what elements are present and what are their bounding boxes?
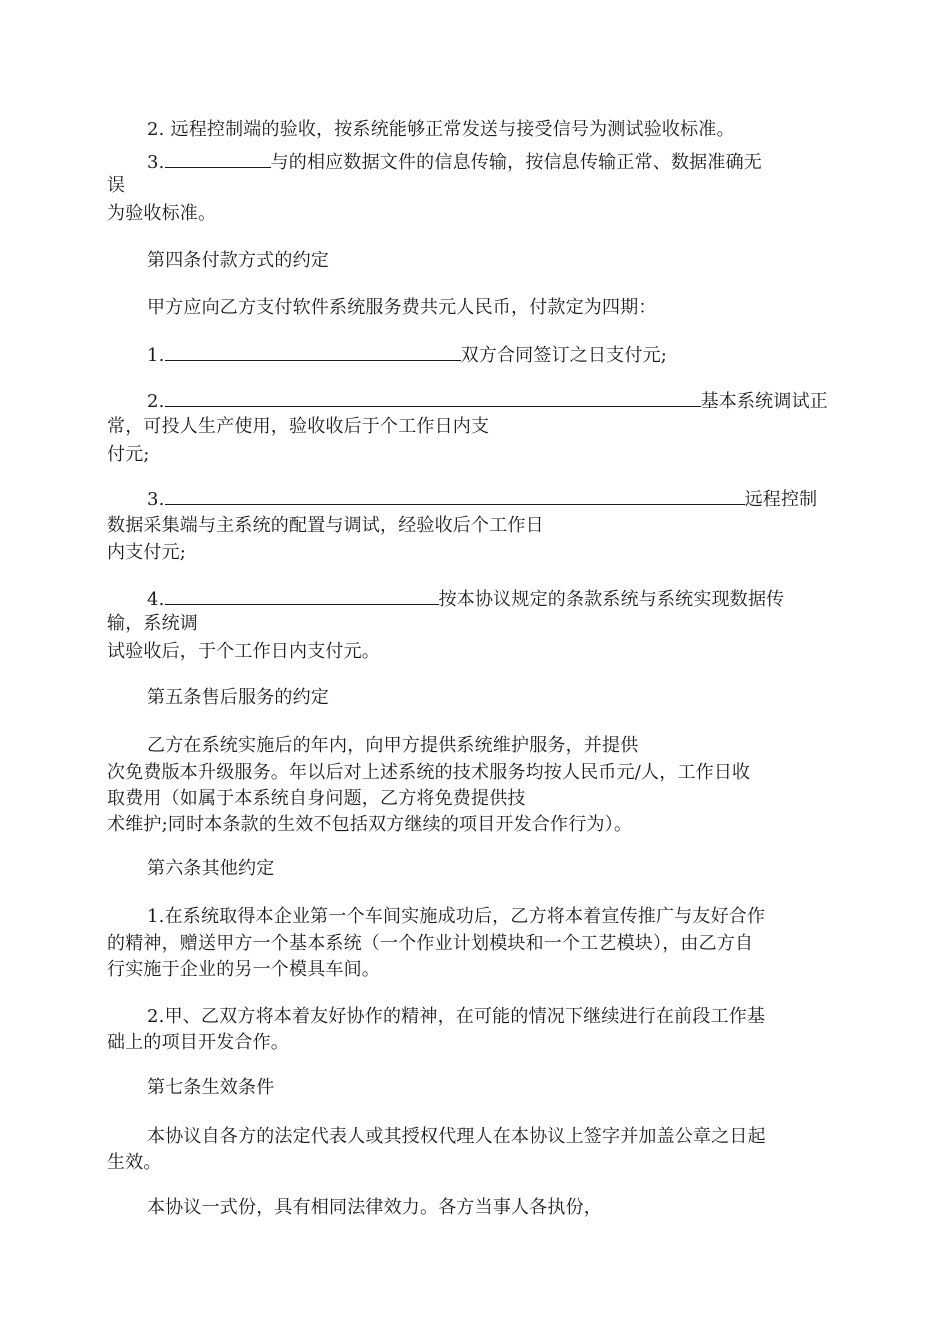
text: 第五条售后服务的约定 (147, 687, 329, 708)
text: 的精神，赠送甲方一个基本系统（一个作业计划模块和一个工艺模块），由乙方自 (107, 933, 754, 954)
article-7-heading (147, 1076, 274, 1100)
text: 付元; (107, 444, 150, 465)
text: 远程控制 (744, 489, 818, 510)
text: 次免费版本升级服务。年以后对上述系统的技术服务均按人民币元/人，工作日收 (107, 762, 751, 783)
text: 常，可投人生产使用，验收收后于个工作日内支 (107, 416, 490, 437)
text: 2.甲、乙双方将本着友好协作的精神，在可能的情况下继续进行在前段工作基 (147, 1006, 766, 1027)
fill-in-blank (165, 587, 439, 605)
other-clause-1-cont (107, 932, 753, 956)
text: 4. (147, 589, 165, 610)
effective-clause-cont (107, 1151, 162, 1175)
text: 与的相应数据文件的信息传输，按信息传输正常、数据准确无 (270, 152, 762, 173)
text: 乙方在系统实施后的年内，向甲方提供系统维护服务，并提供 (147, 735, 639, 756)
after-sales-para-cont2 (107, 787, 526, 811)
fill-in-blank (165, 150, 271, 168)
text: 生效。 (107, 1152, 162, 1173)
fill-in-blank (165, 487, 745, 505)
text: 1.在系统取得本企业第一个车间实施成功后，乙方将本着宣传推广与友好合作 (147, 906, 766, 927)
payment-3 (147, 487, 817, 512)
other-clause-1-cont2 (107, 958, 380, 982)
text: 误 (107, 175, 126, 196)
acceptance-clause-3 (147, 150, 762, 175)
other-clause-2 (147, 1005, 765, 1029)
text: 为验收标准。 (107, 203, 217, 224)
fill-in-blank (165, 343, 461, 361)
text: 第六条其他约定 (147, 858, 275, 879)
text: 第七条生效条件 (147, 1077, 275, 1098)
acceptance-clause-2 (147, 118, 735, 142)
payment-2-cont2 (107, 443, 150, 467)
payment-4 (147, 587, 784, 612)
text: 取费用（如属于本系统自身问题，乙方将免费提供技 (107, 788, 526, 809)
text: 试验收后，于个工作日内支付元。 (107, 641, 380, 662)
text: 本协议自各方的法定代表人或其授权代理人在本协议上签字并加盖公章之日起 (147, 1126, 766, 1147)
text: 2. 远程控制端的验收，按系统能够正常发送与接受信号为测试验收标准。 (147, 119, 735, 140)
text: 术维护;同时本条款的生效不包括双方继续的项目开发合作行为）。 (107, 814, 633, 835)
effective-clause (147, 1125, 766, 1149)
after-sales-para-cont (107, 761, 750, 785)
acceptance-clause-3-cont (107, 174, 125, 198)
text: 双方合同签订之日支付元; (460, 345, 668, 366)
payment-4-cont2 (107, 640, 380, 664)
text: 第四条付款方式的约定 (147, 250, 329, 271)
payment-4-cont (107, 612, 198, 636)
other-clause-1 (147, 905, 765, 929)
after-sales-para (147, 734, 638, 758)
text: 1. (147, 345, 165, 366)
payment-3-cont (107, 514, 544, 538)
text: 行实施于企业的另一个模具车间。 (107, 959, 380, 980)
payment-intro (147, 296, 657, 320)
copies-clause (147, 1196, 602, 1220)
text: 甲方应向乙方支付软件系统服务费共元人民币，付款定为四期： (147, 297, 657, 318)
text: 数据采集端与主系统的配置与调试，经验收后个工作日 (107, 515, 544, 536)
payment-2-cont (107, 415, 489, 439)
text: 按本协议规定的条款系统与系统实现数据传 (438, 589, 785, 610)
payment-1 (147, 343, 667, 368)
other-clause-2-cont (107, 1031, 289, 1055)
article-5-heading (147, 686, 329, 710)
text: 3. (147, 489, 165, 510)
text: 本协议一式份，具有相同法律效力。各方当事人各执份， (147, 1197, 602, 1218)
payment-2 (147, 389, 828, 414)
text: 基本系统调试正 (700, 391, 828, 412)
acceptance-clause-3-cont2 (107, 202, 216, 226)
text: 输，系统调 (107, 613, 198, 634)
article-4-heading (147, 249, 329, 273)
text: 内支付元; (107, 542, 187, 563)
text: 3. (147, 152, 165, 173)
after-sales-para-cont3 (107, 813, 632, 837)
text: 础上的项目开发合作。 (107, 1032, 289, 1053)
text: 2. (147, 391, 165, 412)
fill-in-blank (165, 389, 701, 407)
payment-3-cont2 (107, 541, 186, 565)
article-6-heading (147, 857, 274, 881)
